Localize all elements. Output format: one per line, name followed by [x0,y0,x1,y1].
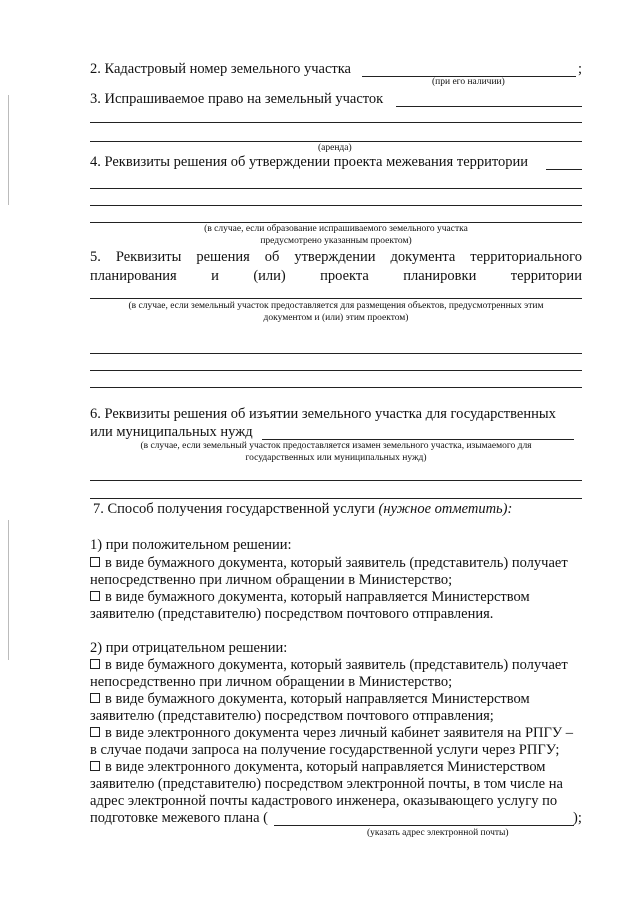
word: проекта [320,268,369,284]
section-4-hint-2: предусмотрено указанным проектом) [260,236,412,246]
word: решения [196,249,250,265]
word: планирования [90,268,177,284]
option-text: в виде бумажного документа, который заявитель (представитель) получает [105,555,568,571]
section-4-hint-1: (в случае, если образование испрашиваемого земельного участка [204,224,468,234]
survey-project-field-line-3[interactable] [90,205,582,206]
section-7-label: 7. Способ получения государственной услуги [93,501,375,517]
option-text: в виде бумажного документа, который направляется Министерством [105,691,530,707]
negative-option-4[interactable] [90,759,545,776]
section-2-semicolon: ; [578,61,583,77]
negative-option-1-cont: непосредственно при личном обращении в Министерство; [90,674,453,690]
section-5-hint-2: документом и (или) этим проектом) [263,313,409,323]
checkbox[interactable] [90,761,100,771]
section-5-hint-1: (в случае, если земельный участок предоставляется для размещения объектов, предусмотренных этим [128,301,544,311]
right-field-line-3[interactable] [90,141,582,142]
section-5-line-1 [90,249,582,266]
survey-project-field-line-4[interactable] [90,222,582,223]
negative-option-2[interactable] [90,691,530,708]
withdrawal-decision-field-line-3[interactable] [90,498,582,499]
word: 5. [90,249,101,265]
checkbox[interactable] [90,727,100,737]
email-address-field[interactable] [274,825,574,826]
word: планировки [403,268,477,284]
scan-edge [8,520,9,660]
negative-option-3[interactable] [90,725,573,742]
section-6-line-2: или муниципальных нужд [90,424,253,440]
negative-option-1[interactable] [90,657,568,674]
negative-option-3-cont: в случае подачи запроса на получение государственной услуги через РПГУ; [90,742,560,758]
territorial-planning-field-line-3[interactable] [90,370,582,371]
option-text: в виде электронного документа, который направляется Министерством [105,759,546,775]
positive-option-1-cont: непосредственно при личном обращении в Министерство; [90,572,453,588]
negative-decision-title: 2) при отрицательном решении: [90,640,288,656]
section-6-line-1: 6. Реквизиты решения об изъятии земельного участка для государственных [90,406,556,422]
checkbox[interactable] [90,659,100,669]
section-6-hint-1: (в случае, если земельный участок предоставляется изамен земельного участка, изымаемого для [140,441,532,451]
positive-option-2[interactable] [90,589,530,606]
option-text: в виде бумажного документа, который направляется Министерством [105,589,530,605]
checkbox[interactable] [90,557,100,567]
survey-project-field-line-2[interactable] [90,188,582,189]
negative-option-2-cont: заявителю (представителю) посредством почтового отправления; [90,708,494,724]
word: об [264,249,280,265]
section-7-heading [93,501,512,518]
territorial-planning-field-line-1[interactable] [90,298,582,299]
word: Реквизиты [115,249,182,265]
word: (или) [253,268,286,284]
checkbox[interactable] [90,693,100,703]
word: территориального [470,249,582,265]
section-7-note: (нужное отметить): [378,501,513,517]
checkbox[interactable] [90,591,100,601]
section-6-hint-2: государственных или муниципальных нужд) [245,453,427,463]
positive-option-1[interactable] [90,555,568,572]
right-field-line-1[interactable] [396,106,582,107]
survey-project-field-line-1[interactable] [546,169,582,170]
word: территории [510,268,582,284]
section-5-line-2 [90,268,582,285]
withdrawal-decision-field-line-2[interactable] [90,480,582,481]
email-hint: (указать адрес электронной почты) [367,828,509,838]
right-field-line-2[interactable] [90,122,582,123]
word: документа [390,249,456,265]
territorial-planning-field-line-2[interactable] [90,353,582,354]
territorial-planning-field-line-4[interactable] [90,387,582,388]
email-close-paren: ); [573,810,582,826]
section-3-hint: (аренда) [318,143,352,153]
section-2-label: 2. Кадастровый номер земельного участка [90,61,351,77]
option-text: в виде бумажного документа, который заявитель (представитель) получает [105,657,568,673]
negative-option-4-cont-3: подготовке межевого плана ( [90,810,269,826]
scan-edge [8,95,9,205]
section-3-label: 3. Испрашиваемое право на земельный участок [90,91,384,107]
section-2-hint: (при его наличии) [432,77,505,87]
negative-option-4-cont-1: заявителю (представителю) посредством электронной почты, в том числе на [90,776,563,792]
option-text: в виде электронного документа через личный кабинет заявителя на РПГУ – [105,725,574,741]
negative-option-4-cont-2: адрес электронной почты кадастрового инженера, оказывающего услугу по [90,793,558,809]
positive-decision-title: 1) при положительном решении: [90,537,292,553]
withdrawal-decision-field[interactable] [262,439,574,440]
positive-option-2-cont: заявителю (представителю) посредством почтового отправления. [90,606,494,622]
section-4-label: 4. Реквизиты решения об утверждении проекта межевания территории [90,154,529,170]
word: и [211,268,219,284]
word: утверждении [294,249,376,265]
